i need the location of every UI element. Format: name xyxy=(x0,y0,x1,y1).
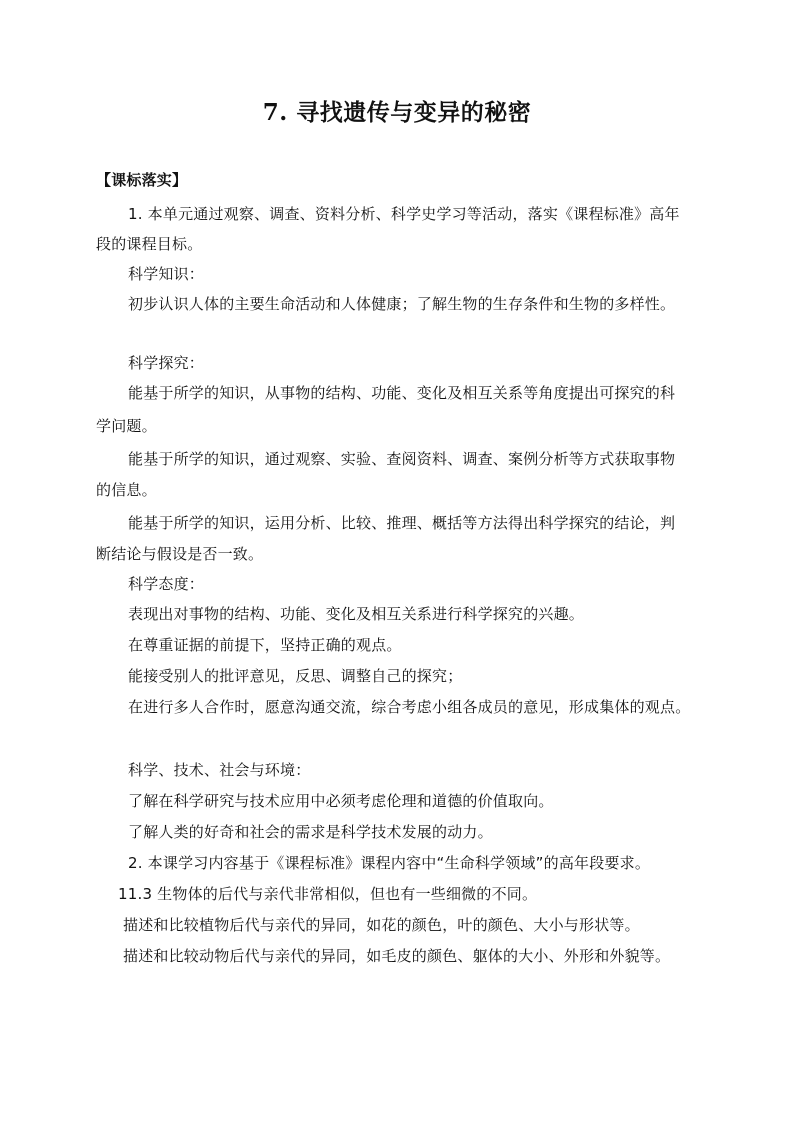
paragraph-line: 在进行多人合作时，愿意沟通交流，综合考虑小组各成员的意见，形成集体的观点。 xyxy=(128,698,691,716)
paragraph-line: 能基于所学的知识，通过观察、实验、查阅资料、调查、案例分析等方式获取事物 xyxy=(128,450,676,468)
paragraph-line: 段的课程目标。 xyxy=(96,235,203,253)
paragraph-line: 的信息。 xyxy=(96,481,157,499)
paragraph-line: 科学态度： xyxy=(128,575,205,593)
paragraph-line: 初步认识人体的主要生命活动和人体健康；了解生物的生存条件和生物的多样性。 xyxy=(128,295,676,313)
paragraph-line: 断结论与假设是否一致。 xyxy=(96,545,264,563)
paragraph-line: 了解人类的好奇和社会的需求是科学技术发展的动力。 xyxy=(128,823,493,841)
paragraph-line: 描述和比较植物后代与亲代的异同，如花的颜色，叶的颜色、大小与形状等。 xyxy=(123,916,640,934)
paragraph-line: 能基于所学的知识，运用分析、比较、推理、概括等方法得出科学探究的结论，判 xyxy=(128,514,676,532)
paragraph-line: 科学探究： xyxy=(128,354,205,372)
paragraph-line: 能基于所学的知识，从事物的结构、功能、变化及相互关系等角度提出可探究的科 xyxy=(128,384,676,402)
paragraph-line: 1. 本单元通过观察、调查、资料分析、科学史学习等活动，落实《课程标准》高年 xyxy=(128,205,680,223)
page-title: 7. 寻找遗传与变异的秘密 xyxy=(262,99,532,126)
paragraph-line: 学问题。 xyxy=(96,417,157,435)
paragraph-line: 科学知识： xyxy=(128,265,205,283)
paragraph-line: 了解在科学研究与技术应用中必须考虑伦理和道德的价值取向。 xyxy=(128,792,554,810)
paragraph-line: 2. 本课学习内容基于《课程标准》课程内容中“生命科学领域”的高年段要求。 xyxy=(128,854,651,872)
section-heading: 【课标落实】 xyxy=(96,171,188,189)
paragraph-line: 描述和比较动物后代与亲代的异同，如毛皮的颜色、躯体的大小、外形和外貌等。 xyxy=(123,947,671,965)
paragraph-line: 在尊重证据的前提下，坚持正确的观点。 xyxy=(128,636,402,654)
paragraph-line: 科学、技术、社会与环境： xyxy=(128,761,311,779)
paragraph-line: 表现出对事物的结构、功能、变化及相互关系进行科学探究的兴趣。 xyxy=(128,605,585,623)
paragraph-line: 能接受别人的批评意见，反思、调整自己的探究； xyxy=(128,667,463,685)
paragraph-line: 11.3 生物体的后代与亲代非常相似，但也有一些细微的不同。 xyxy=(118,885,538,903)
